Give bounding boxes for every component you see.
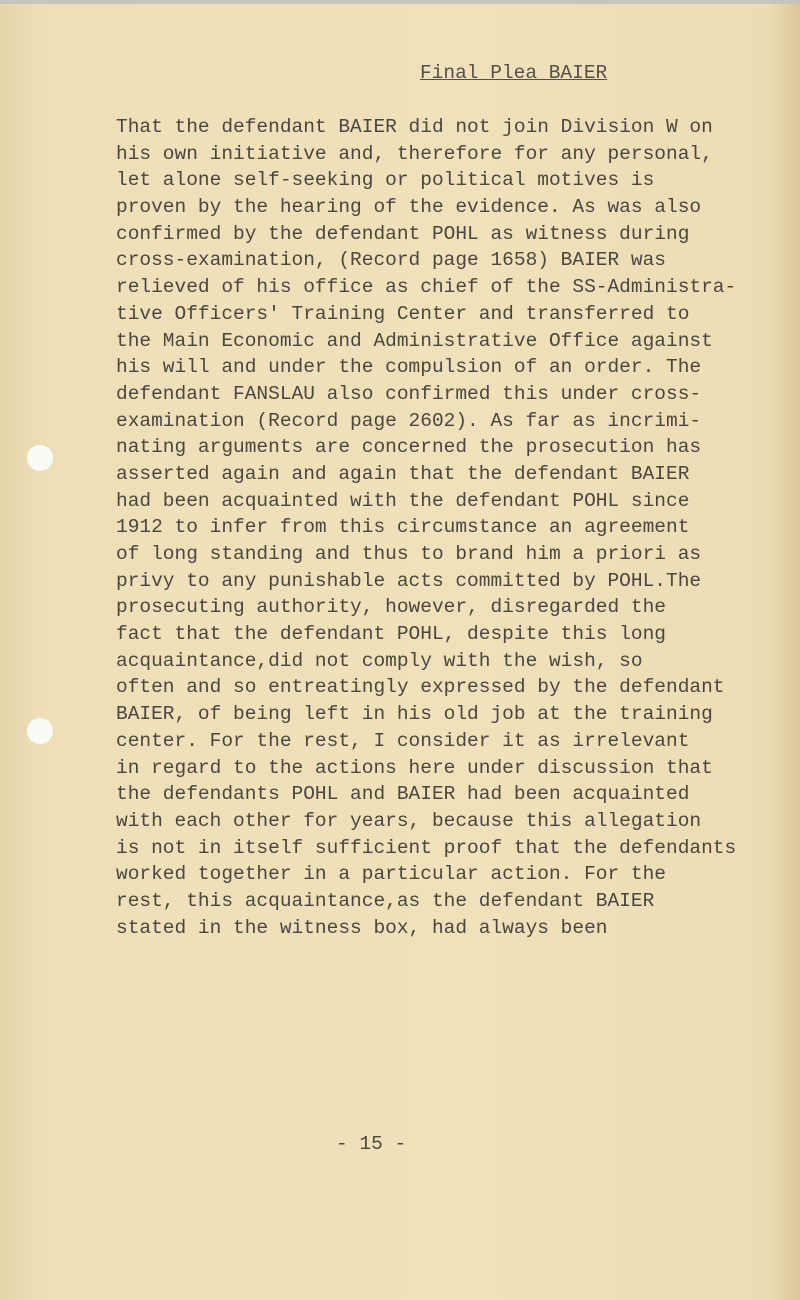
document-body	[116, 114, 737, 941]
text-line: the defendants POHL and BAIER had been acquainted	[116, 783, 690, 806]
page-top-edge	[0, 0, 800, 4]
text-line: the Main Economic and Administrative Office against	[116, 329, 713, 352]
text-line: is not in itself sufficient proof that the defendants	[116, 836, 737, 859]
text-line: let alone self-seeking or political motives is	[116, 169, 655, 192]
text-line: prosecuting authority, however, disregarded the	[116, 596, 666, 619]
text-line: fact that the defendant POHL, despite this long	[116, 623, 666, 646]
text-line: confirmed by the defendant POHL as witness during	[116, 222, 690, 245]
text-line: had been acquainted with the defendant POHL since	[116, 489, 690, 512]
text-line: nating arguments are concerned the prosecution has	[116, 436, 702, 459]
text-line: That the defendant BAIER did not join Division W on	[116, 116, 713, 138]
text-line: BAIER, of being left in his old job at the training	[116, 703, 713, 726]
text-line: of long standing and thus to brand him a priori as	[116, 543, 702, 565]
text-line: proven by the hearing of the evidence. As was also	[116, 196, 702, 219]
page-number: - 15 -	[336, 1133, 407, 1155]
punch-hole	[27, 445, 53, 471]
text-line: examination (Record page 2602). As far as incrimi-	[116, 409, 702, 432]
text-line: his will and under the compulsion of an order. The	[116, 356, 702, 379]
document-header: Final Plea BAIER	[420, 62, 608, 84]
text-line: relieved of his office as chief of the SS-Administra-	[116, 276, 737, 299]
text-line: asserted again and again that the defendant BAIER	[116, 462, 690, 485]
text-line: center. For the rest, I consider it as irrelevant	[116, 729, 690, 752]
punch-hole	[27, 718, 53, 744]
text-line: tive Officers' Training Center and transferred to	[116, 302, 690, 325]
text-line: his own initiative and, therefore for any personal,	[116, 142, 713, 165]
text-line: cross-examination, (Record page 1658) BAIER was	[116, 249, 666, 272]
text-line: acquaintance,did not comply with the wish, so	[116, 649, 643, 672]
text-line: 1912 to infer from this circumstance an agreement	[116, 516, 690, 539]
text-line: often and so entreatingly expressed by the defendant	[116, 676, 725, 699]
text-line: rest, this acquaintance,as the defendant BAIER	[116, 889, 655, 912]
text-line: worked together in a particular action. For the	[116, 863, 666, 886]
text-line: stated in the witness box, had always been	[116, 916, 608, 939]
text-line: with each other for years, because this allegation	[116, 809, 702, 832]
text-line: in regard to the actions here under discussion that	[116, 756, 713, 779]
text-line: privy to any punishable acts committed by POHL.The	[116, 569, 702, 592]
text-line: defendant FANSLAU also confirmed this under cross-	[116, 382, 702, 405]
